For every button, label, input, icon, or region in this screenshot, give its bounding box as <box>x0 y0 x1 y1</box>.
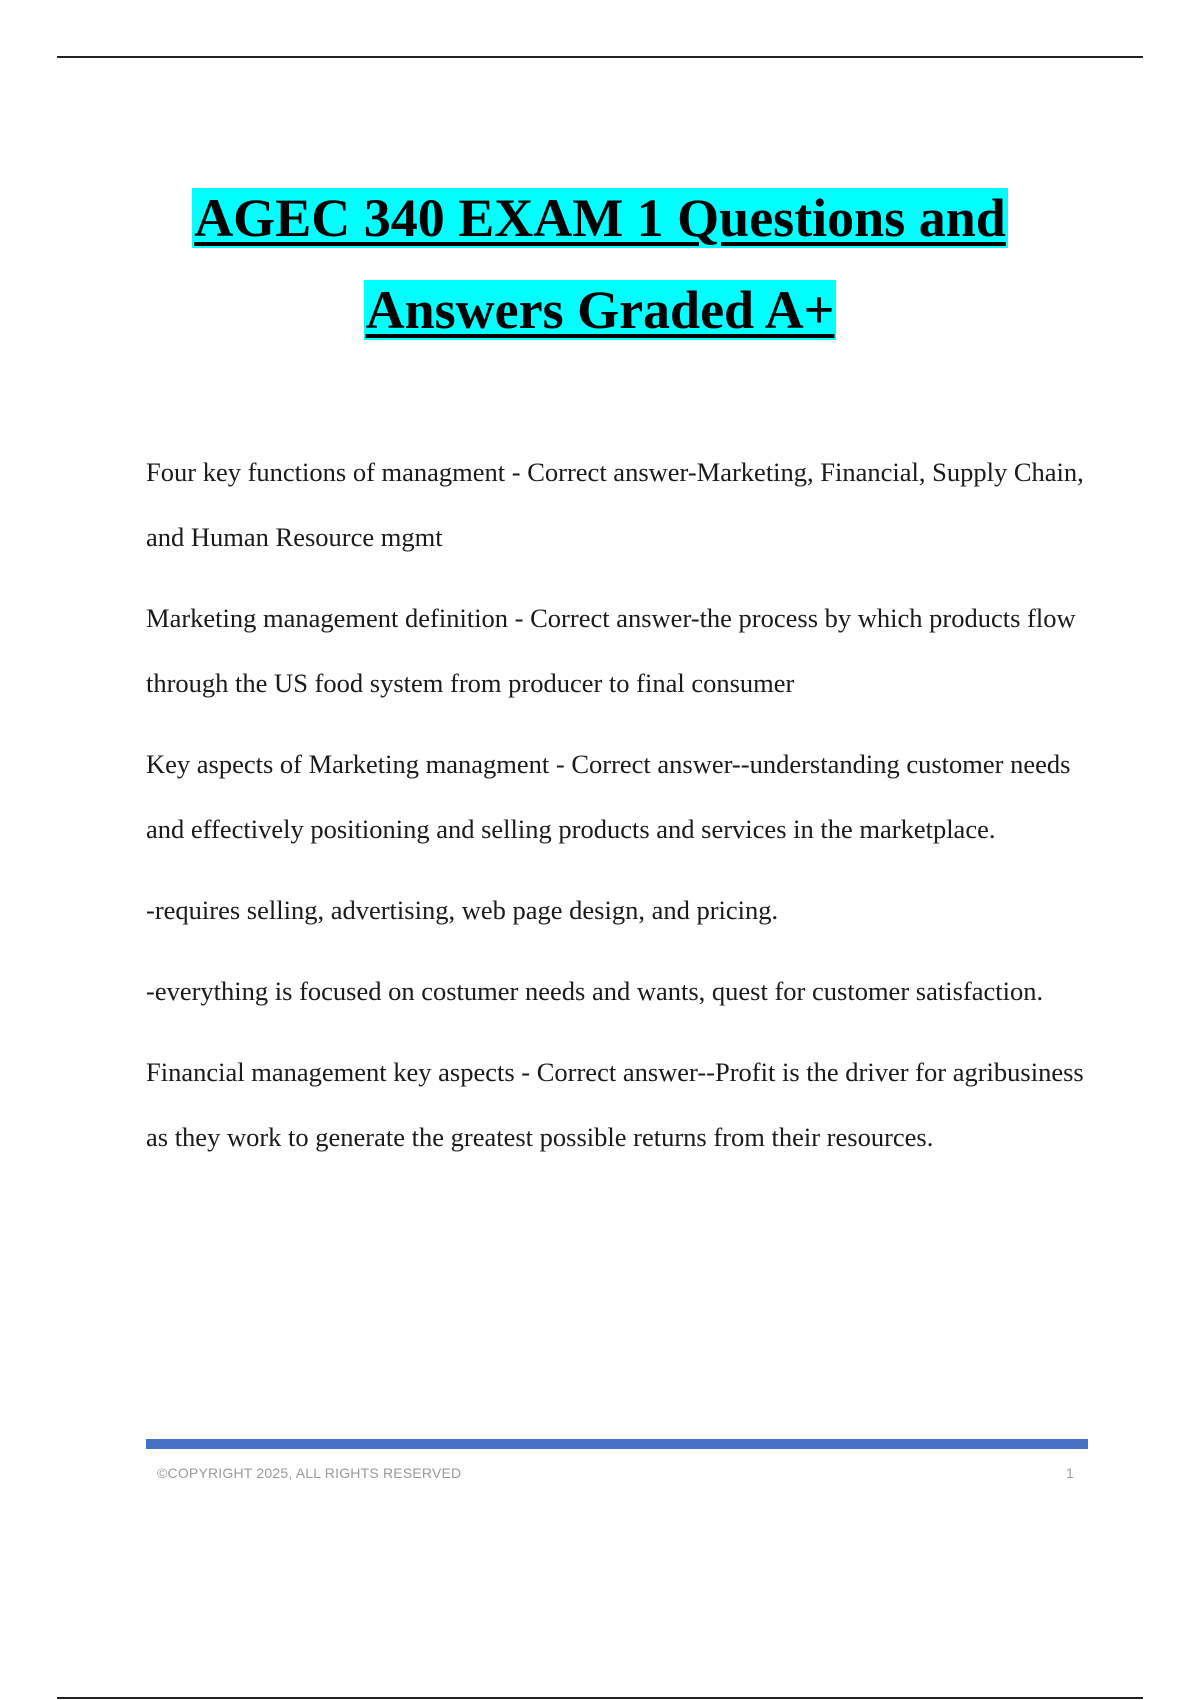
footer-bar <box>146 1439 1088 1449</box>
document-body <box>146 440 1090 1186</box>
document-title <box>0 172 1200 356</box>
paragraph-requires-selling: -requires selling, advertising, web page design, and pricing. <box>146 895 779 925</box>
footer-copyright: ©COPYRIGHT 2025, ALL RIGHTS RESERVED <box>157 1465 462 1481</box>
paragraph-marketing-aspects: Key aspects of Marketing managment - Correct answer--understanding customer needs and effectively positioning and selling products and services in the marketplace. <box>146 749 1071 844</box>
title-line-2: Answers Graded A+ <box>365 280 835 340</box>
bottom-page-rule <box>57 1697 1143 1699</box>
paragraph-four-key-functions: Four key functions of managment - Correct answer-Marketing, Financial, Supply Chain, and Human Resource mgmt <box>146 457 1084 552</box>
title-line-1-wrapper <box>0 172 1200 264</box>
title-line-1: AGEC 340 EXAM 1 Questions and <box>194 188 1006 248</box>
paragraph-marketing-definition: Marketing management definition - Correct answer-the process by which products flow through the US food system from producer to final consumer <box>146 603 1076 698</box>
paragraph-customer-focus: -everything is focused on costumer needs and wants, quest for customer satisfaction. <box>146 976 1044 1006</box>
title-line-2-wrapper <box>0 264 1200 356</box>
paragraph-financial-aspects: Financial management key aspects - Correct answer--Profit is the driver for agribusiness as they work to generate the greatest possible returns from their resources. <box>146 1057 1084 1152</box>
top-page-rule <box>57 56 1143 58</box>
footer-page-number: 1 <box>1066 1465 1074 1481</box>
